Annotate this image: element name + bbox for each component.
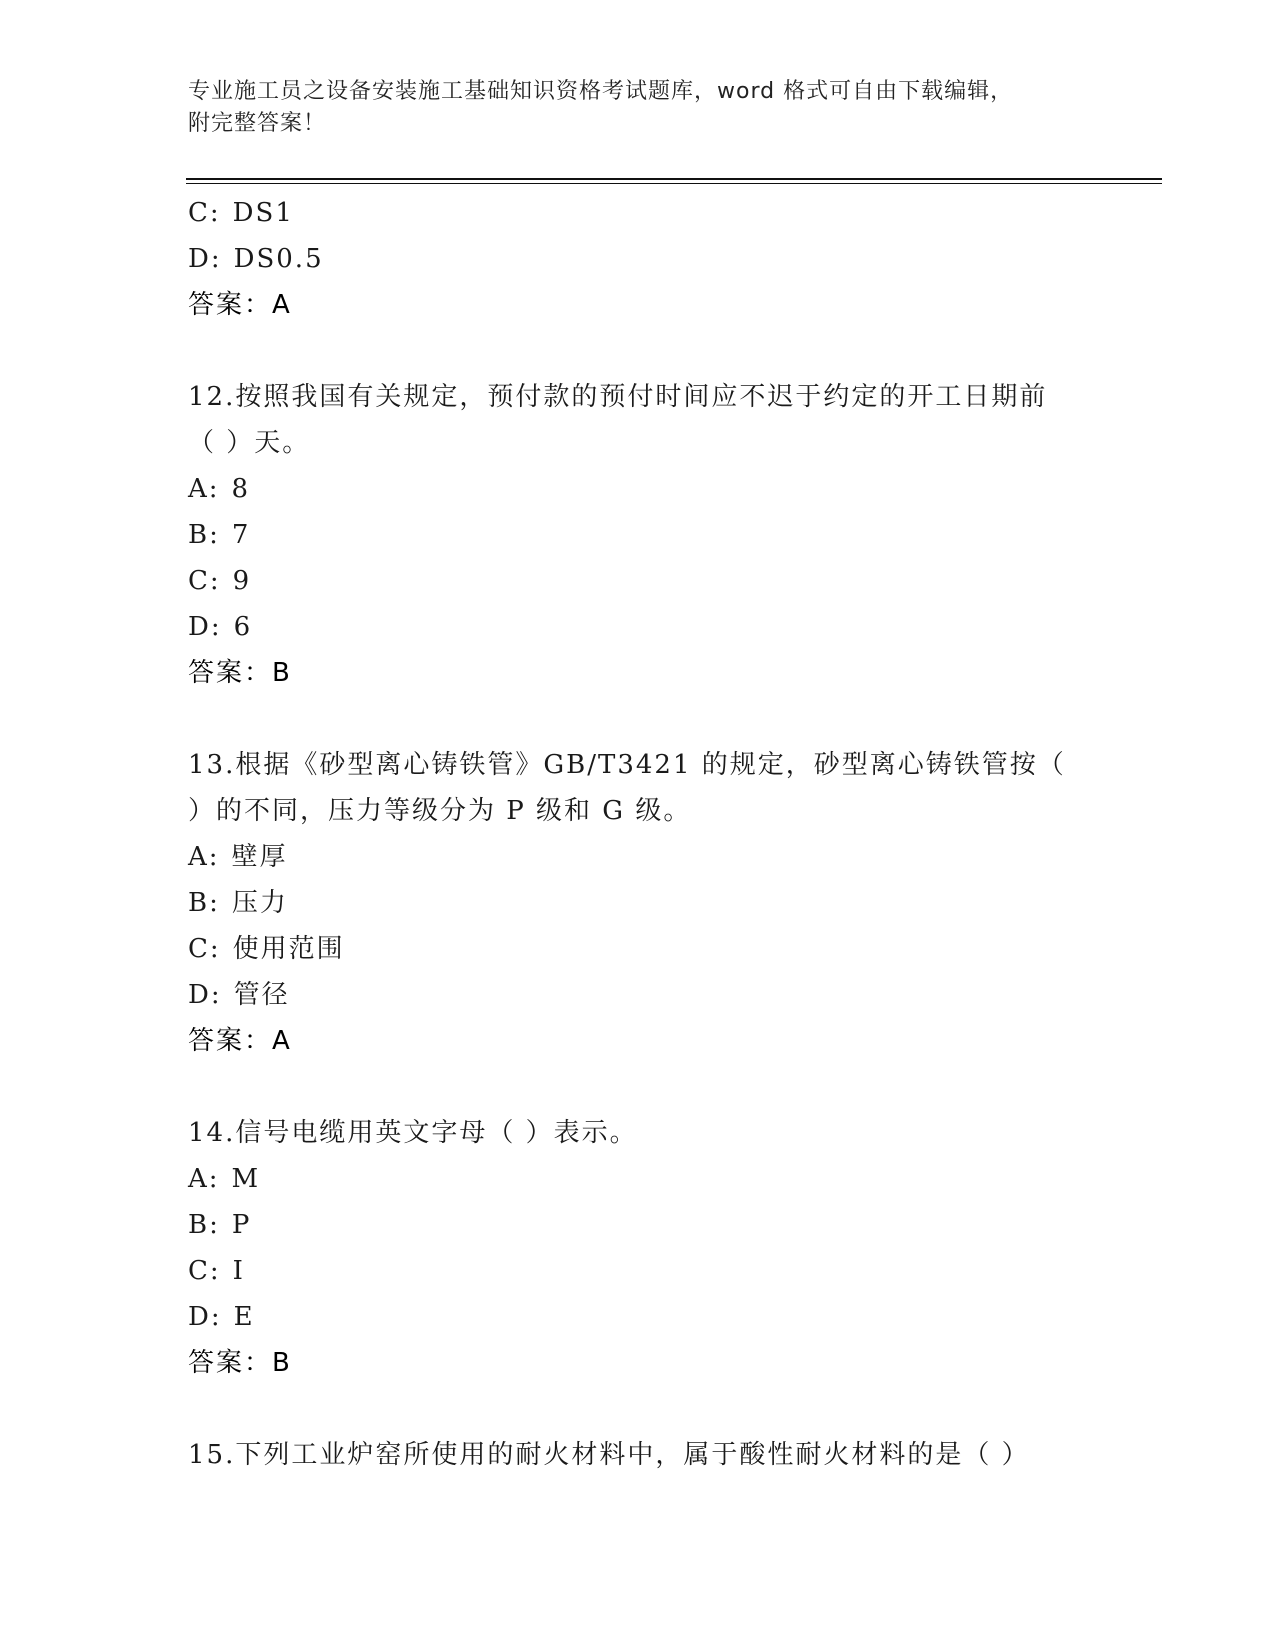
answer-label: 答案：A xyxy=(188,290,292,320)
option-c xyxy=(188,190,1088,236)
spacer xyxy=(188,696,1088,742)
option-a xyxy=(188,834,1088,880)
question-11-tail xyxy=(188,190,1088,328)
option-text: 管径 xyxy=(233,980,290,1010)
question-13 xyxy=(188,742,1088,1064)
spacer xyxy=(188,1064,1088,1110)
question-stem-continued: ）的不同，压力等级分为 P 级和 G 级。 xyxy=(188,796,692,826)
header-title-line1: 专业施工员之设备安装施工基础知识资格考试题库，word 格式可自由下载编辑， xyxy=(188,79,1014,104)
question-14 xyxy=(188,1110,1088,1386)
option-key: D: xyxy=(188,980,222,1010)
question-12 xyxy=(188,374,1088,696)
option-text: P xyxy=(231,1210,252,1240)
option-b xyxy=(188,1202,1088,1248)
option-key: C: xyxy=(188,198,221,228)
option-key: C: xyxy=(188,1256,221,1286)
option-key: D: xyxy=(188,612,222,642)
option-text: E xyxy=(233,1302,255,1332)
option-key: D: xyxy=(188,244,222,274)
spacer xyxy=(188,328,1088,374)
option-text: DS0.5 xyxy=(233,244,324,274)
option-d xyxy=(188,972,1088,1018)
option-d xyxy=(188,236,1088,282)
option-key: B: xyxy=(188,520,220,550)
document-header xyxy=(188,76,1088,140)
question-15 xyxy=(188,1432,1088,1478)
option-key: A: xyxy=(188,842,220,872)
question-stem: 15.下列工业炉窑所使用的耐火材料中，属于酸性耐火材料的是（ ） xyxy=(188,1440,1030,1470)
option-c xyxy=(188,926,1088,972)
header-divider xyxy=(186,178,1162,180)
answer-label: 答案：A xyxy=(188,1026,292,1056)
option-text: 9 xyxy=(232,566,252,596)
question-stem: 12.按照我国有关规定，预付款的预付时间应不迟于约定的开工日期前 xyxy=(188,382,1048,412)
answer-label: 答案：B xyxy=(188,658,292,688)
question-list xyxy=(188,190,1088,1478)
option-text: 7 xyxy=(231,520,251,550)
option-key: C: xyxy=(188,934,221,964)
option-a xyxy=(188,1156,1088,1202)
option-b xyxy=(188,512,1088,558)
spacer xyxy=(188,1386,1088,1432)
option-d xyxy=(188,604,1088,650)
option-key: A: xyxy=(188,1164,220,1194)
option-key: C: xyxy=(188,566,221,596)
option-text: 8 xyxy=(231,474,251,504)
option-key: B: xyxy=(188,888,220,918)
option-a xyxy=(188,466,1088,512)
question-stem: 14.信号电缆用英文字母（ ）表示。 xyxy=(188,1118,638,1148)
option-text: 6 xyxy=(233,612,253,642)
option-c xyxy=(188,558,1088,604)
header-divider-thin xyxy=(186,183,1162,184)
option-text: 压力 xyxy=(231,888,288,918)
option-text: M xyxy=(231,1164,261,1194)
option-b xyxy=(188,880,1088,926)
question-stem: 13.根据《砂型离心铸铁管》GB/T3421 的规定，砂型离心铸铁管按（ xyxy=(188,750,1066,780)
option-key: D: xyxy=(188,1302,222,1332)
answer-label: 答案：B xyxy=(188,1348,292,1378)
option-text: DS1 xyxy=(232,198,294,228)
header-title-line2: 附完整答案！ xyxy=(188,111,327,136)
option-d xyxy=(188,1294,1088,1340)
option-text: 壁厚 xyxy=(231,842,288,872)
option-key: B: xyxy=(188,1210,220,1240)
option-text: I xyxy=(232,1256,245,1286)
question-stem-continued: （ ）天。 xyxy=(188,428,311,458)
option-key: A: xyxy=(188,474,220,504)
option-text: 使用范围 xyxy=(232,934,345,964)
option-c xyxy=(188,1248,1088,1294)
